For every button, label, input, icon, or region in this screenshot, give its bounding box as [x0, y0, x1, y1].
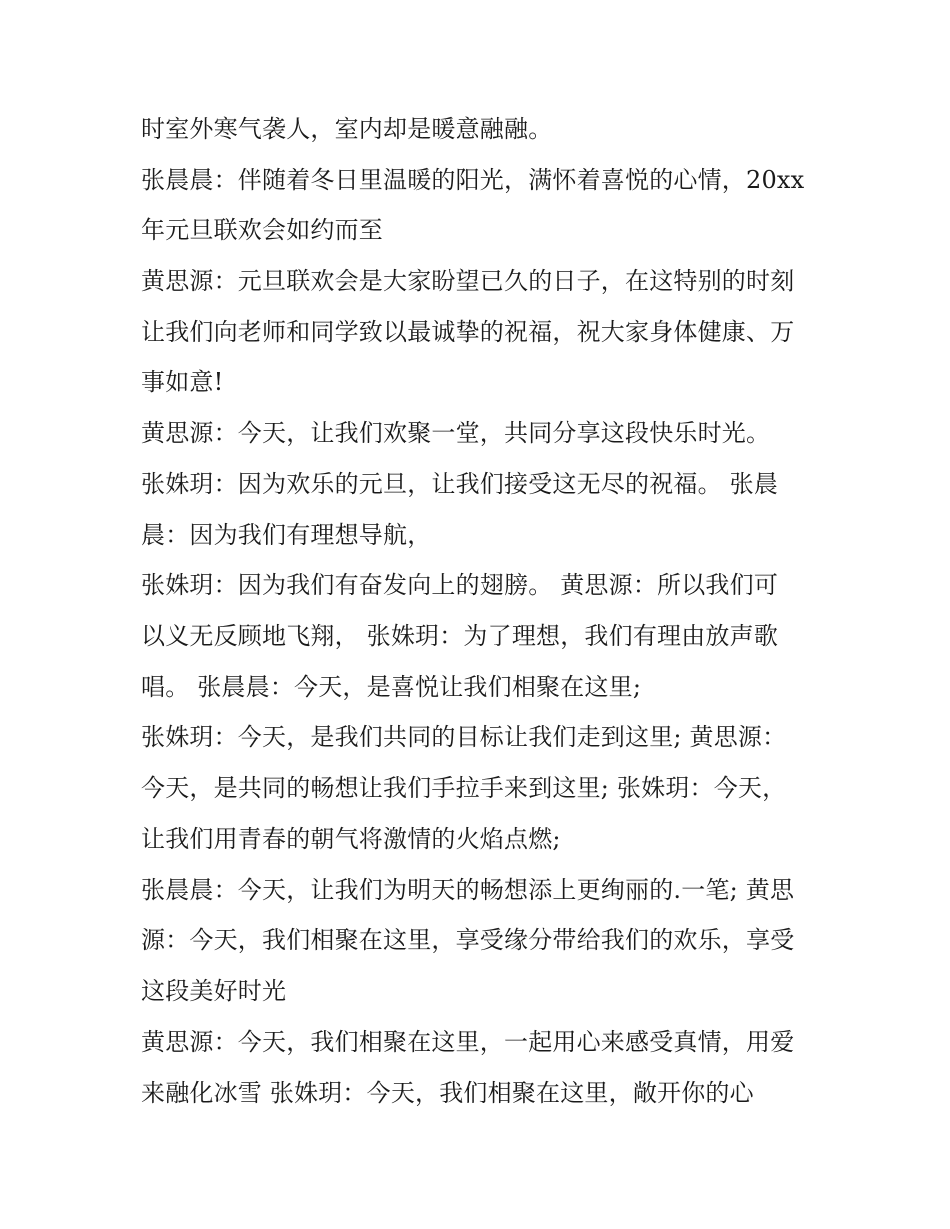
text-line: 黄思源：今天，我们相聚在这里，一起用心来感受真情，用爱 [141, 1028, 795, 1056]
text-line: 晨：因为我们有理想导航， [141, 521, 432, 549]
text-line: 张晨晨：伴随着冬日里温暖的阳光，满怀着喜悦的心情，20xx [141, 166, 805, 194]
text-line: 这段美好时光 [141, 977, 287, 1005]
text-line: 张姝玥：今天，是我们共同的目标让我们走到这里; 黄思源： [141, 723, 787, 751]
text-line: 黄思源：今天，让我们欢聚一堂，共同分享这段快乐时光。 [141, 419, 771, 447]
text-line: 来融化冰雪 张姝玥：今天，我们相聚在这里，敞开你的心 [141, 1079, 754, 1107]
text-line: 黄思源：元旦联欢会是大家盼望已久的日子，在这特别的时刻 [141, 267, 795, 295]
text-line: 让我们用青春的朝气将激情的火焰点燃; [141, 825, 561, 853]
text-line: 张姝玥：因为我们有奋发向上的翅膀。 黄思源：所以我们可 [141, 571, 779, 599]
text-line: 唱。 张晨晨：今天，是喜悦让我们相聚在这里; [141, 673, 642, 701]
text-line: 年元旦联欢会如约而至 [141, 216, 383, 244]
text-line: 事如意! [141, 368, 224, 396]
text-line: 让我们向老师和同学致以最诚挚的祝福，祝大家身体健康、万 [141, 318, 795, 346]
text-line: 张姝玥：因为欢乐的元旦，让我们接受这无尽的祝福。 张晨 [141, 470, 779, 498]
text-line: 今天，是共同的畅想让我们手拉手来到这里; 张姝玥：今天， [141, 774, 787, 802]
text-line: 时室外寒气袭人，室内却是暖意融融。 [141, 115, 553, 143]
text-line: 源：今天，我们相聚在这里，享受缘分带给我们的欢乐，享受 [141, 926, 795, 954]
text-line: 以义无反顾地飞翔， 张姝玥：为了理想，我们有理由放声歌 [141, 622, 779, 650]
text-line: 张晨晨：今天，让我们为明天的畅想添上更绚丽的.一笔; 黄思 [141, 876, 795, 904]
